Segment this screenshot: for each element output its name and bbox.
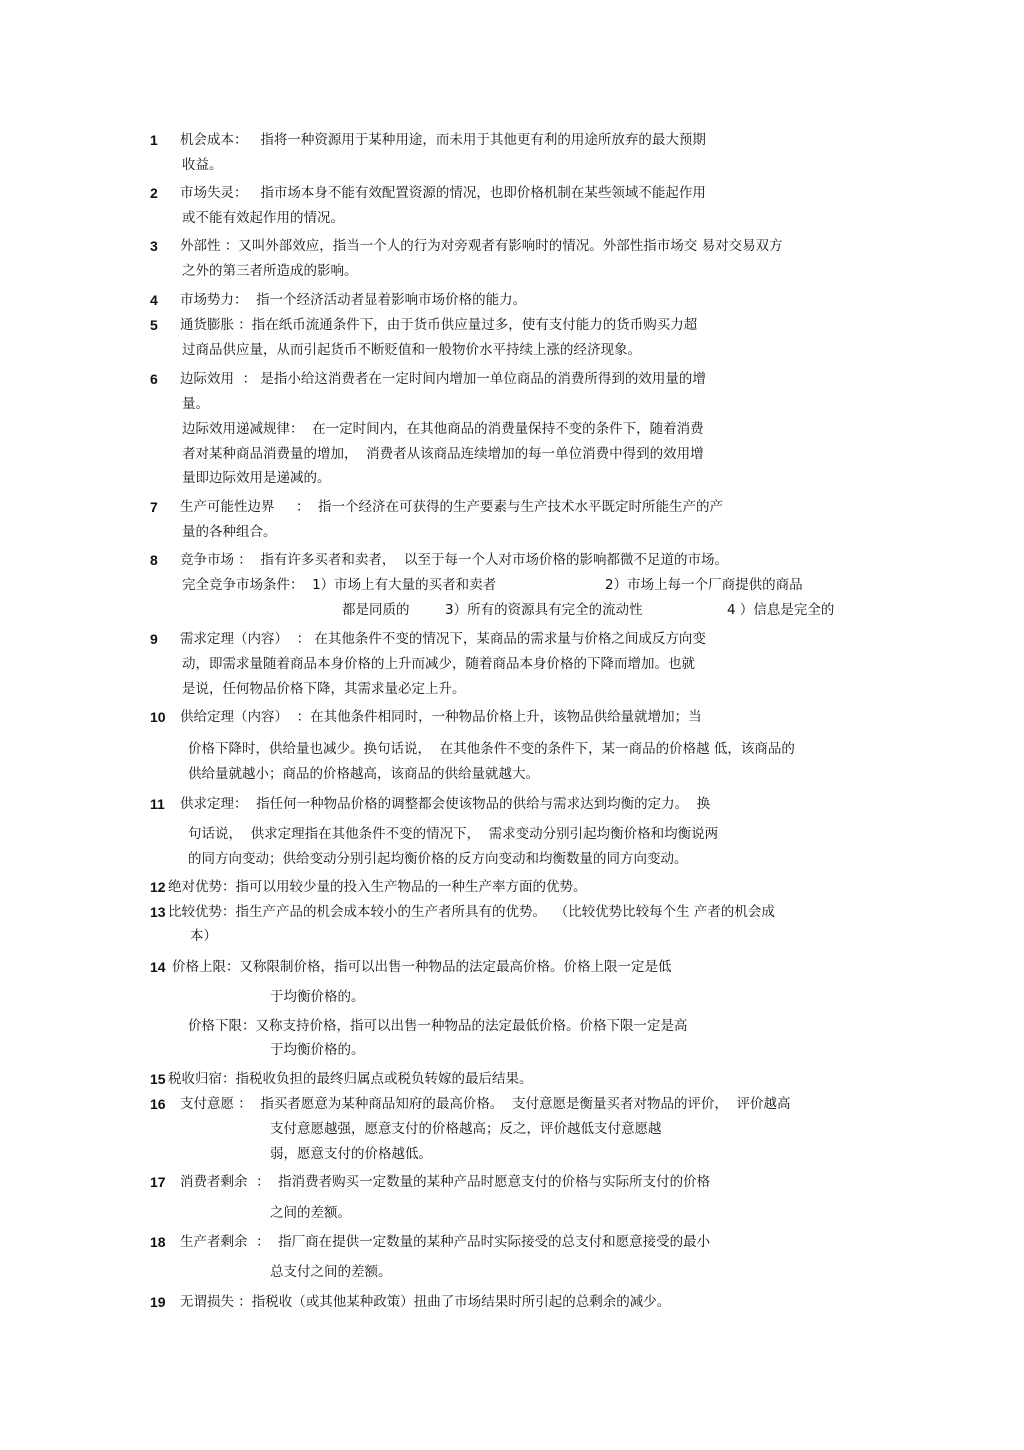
entry-line: 支付意愿越强，愿意支付的价格越高；反之，评价越低支付意愿越 [270,1121,662,1137]
entry-line: 支付意愿 ： 指买者愿意为某种商品知府的最高价格。 支付意愿是衡量买者对物品的评价， 评价越高 [180,1096,791,1112]
entry-line: 完全竞争市场条件： 1）市场上有大量的买者和卖者 [182,577,497,593]
entry-number: 5 [150,317,158,333]
entry-line: 2）市场上每一个厂商提供的商品 [605,577,803,593]
entry-line: 3）所有的资源具有完全的流动性 [445,602,643,618]
entry-line: 弱，愿意支付的价格越低。 [270,1146,432,1162]
entry-line: 价格下限：又称支持价格，指可以出售一种物品的法定最低价格。价格下限一定是高 [188,1018,688,1034]
entry-line: 税收归宿：指税收负担的最终归属点或税负转嫁的最后结果。 [168,1071,533,1087]
entry-line: 边际效用 ： 是指小给这消费者在一定时间内增加一单位商品的消费所得到的效用量的增 [180,371,706,387]
entry-line: 句话说， 供求定理指在其他条件不变的情况下， 需求变动分别引起均衡价格和均衡说两 [188,826,719,842]
entry-line: 市场失灵： 指市场本身不能有效配置资源的情况，也即价格机制在某些领域不能起作用 [180,185,706,201]
entry-number: 2 [150,185,158,201]
entry-number: 7 [150,499,158,515]
entry-line: 价格上限：又称限制价格，指可以出售一种物品的法定最高价格。价格上限一定是低 [172,959,672,975]
entry-number: 12 [150,879,166,895]
entry-line: 收益。 [182,157,223,173]
entry-line: 本） [190,928,217,944]
entry-line: 量即边际效用是递减的。 [182,470,331,486]
entry-line: 绝对优势：指可以用较少量的投入生产物品的一种生产率方面的优势。 [168,879,587,895]
entry-line: 供求定理： 指任何一种物品价格的调整都会使该物品的供给与需求达到均衡的定力。 换 [180,796,711,812]
entry-number: 3 [150,238,158,254]
entry-line: 生产可能性边界 ： 指一个经济在可获得的生产要素与生产技术水平既定时所能生产的产 [180,499,724,515]
entry-line: 量。 [182,396,209,412]
entry-line: 4 ）信息是完全的 [727,602,835,618]
entry-line: 比较优势：指生产产品的机会成本较小的生产者所具有的优势。 （比较优势比较每个生 产者的机会成 [168,904,775,920]
entry-line: 供给量就越小；商品的价格越高，该商品的供给量就越大。 [188,766,539,782]
entry-number: 19 [150,1294,166,1310]
entry-number: 10 [150,709,166,725]
entry-number: 9 [150,631,158,647]
entry-line: 价格下降时，供给量也减少。换句话说， 在其他条件不变的条件下，某一商品的价格越 低，该商品的 [188,741,795,757]
entry-line: 通货膨胀 ：指在纸币流通条件下，由于货币供应量过多，使有支付能力的货币购买力超 [180,317,698,333]
entry-line: 于均衡价格的。 [270,989,365,1005]
entry-line: 过商品供应量，从而引起货币不断贬值和一般物价水平持续上涨的经济现象。 [182,342,641,358]
entry-number: 13 [150,904,166,920]
entry-line: 消费者剩余 ： 指消费者购买一定数量的某种产品时愿意支付的价格与实际所支付的价格 [180,1174,711,1190]
entry-line: 者对某种商品消费量的增加， 消费者从该商品连续增加的每一单位消费中得到的效用增 [182,446,704,462]
entry-line: 无谓损失 ：指税收（或其他某种政策）扭曲了市场结果时所引起的总剩余的减少。 [180,1294,671,1310]
entry-number: 6 [150,371,158,387]
entry-number: 17 [150,1174,166,1190]
entry-line: 的同方向变动；供给变动分别引起均衡价格的反方向变动和均衡数量的同方向变动。 [188,851,688,867]
entry-line: 边际效用递减规律： 在一定时间内，在其他商品的消费量保持不变的条件下，随着消费 [182,421,704,437]
entry-number: 4 [150,292,158,308]
entry-line: 需求定理（内容） ： 在其他条件不变的情况下，某商品的需求量与价格之间成反方向变 [180,631,706,647]
entry-number: 14 [150,959,166,975]
entry-line: 或不能有效起作用的情况。 [182,210,344,226]
entry-number: 8 [150,552,158,568]
entry-line: 供给定理（内容） ：在其他条件相同时，一种物品价格上升，该物品供给量就增加；当 [180,709,702,725]
entry-line: 之外的第三者所造成的影响。 [182,263,358,279]
entry-line: 于均衡价格的。 [270,1042,365,1058]
entry-number: 18 [150,1234,166,1250]
entry-line: 都是同质的 [342,602,410,618]
entry-line: 是说，任何物品价格下降，其需求量必定上升。 [182,681,466,697]
entry-line: 之间的差额。 [270,1205,351,1221]
entry-number: 16 [150,1096,166,1112]
entry-line: 竞争市场 ： 指有许多买者和卖者， 以至于每一个人对市场价格的影响都微不足道的市场。 [180,552,728,568]
entry-line: 总支付之间的差额。 [270,1264,392,1280]
entry-number: 1 [150,132,158,148]
entry-line: 外部性 ：又叫外部效应，指当一个人的行为对旁观者有影响时的情况。外部性指市场交 易对交易双方 [180,238,783,254]
entry-line: 市场势力： 指一个经济活动者显着影响市场价格的能力。 [180,292,527,308]
entry-number: 15 [150,1071,166,1087]
entry-line: 量的各种组合。 [182,524,277,540]
entry-line: 生产者剩余 ： 指厂商在提供一定数量的某种产品时实际接受的总支付和愿意接受的最小 [180,1234,711,1250]
entry-line: 动，即需求量随着商品本身价格的上升而减少，随着商品本身价格的下降而增加。也就 [182,656,695,672]
entry-number: 11 [150,796,165,812]
entry-line: 机会成本： 指将一种资源用于某种用途，而未用于其他更有利的用途所放弃的最大预期 [180,132,706,148]
